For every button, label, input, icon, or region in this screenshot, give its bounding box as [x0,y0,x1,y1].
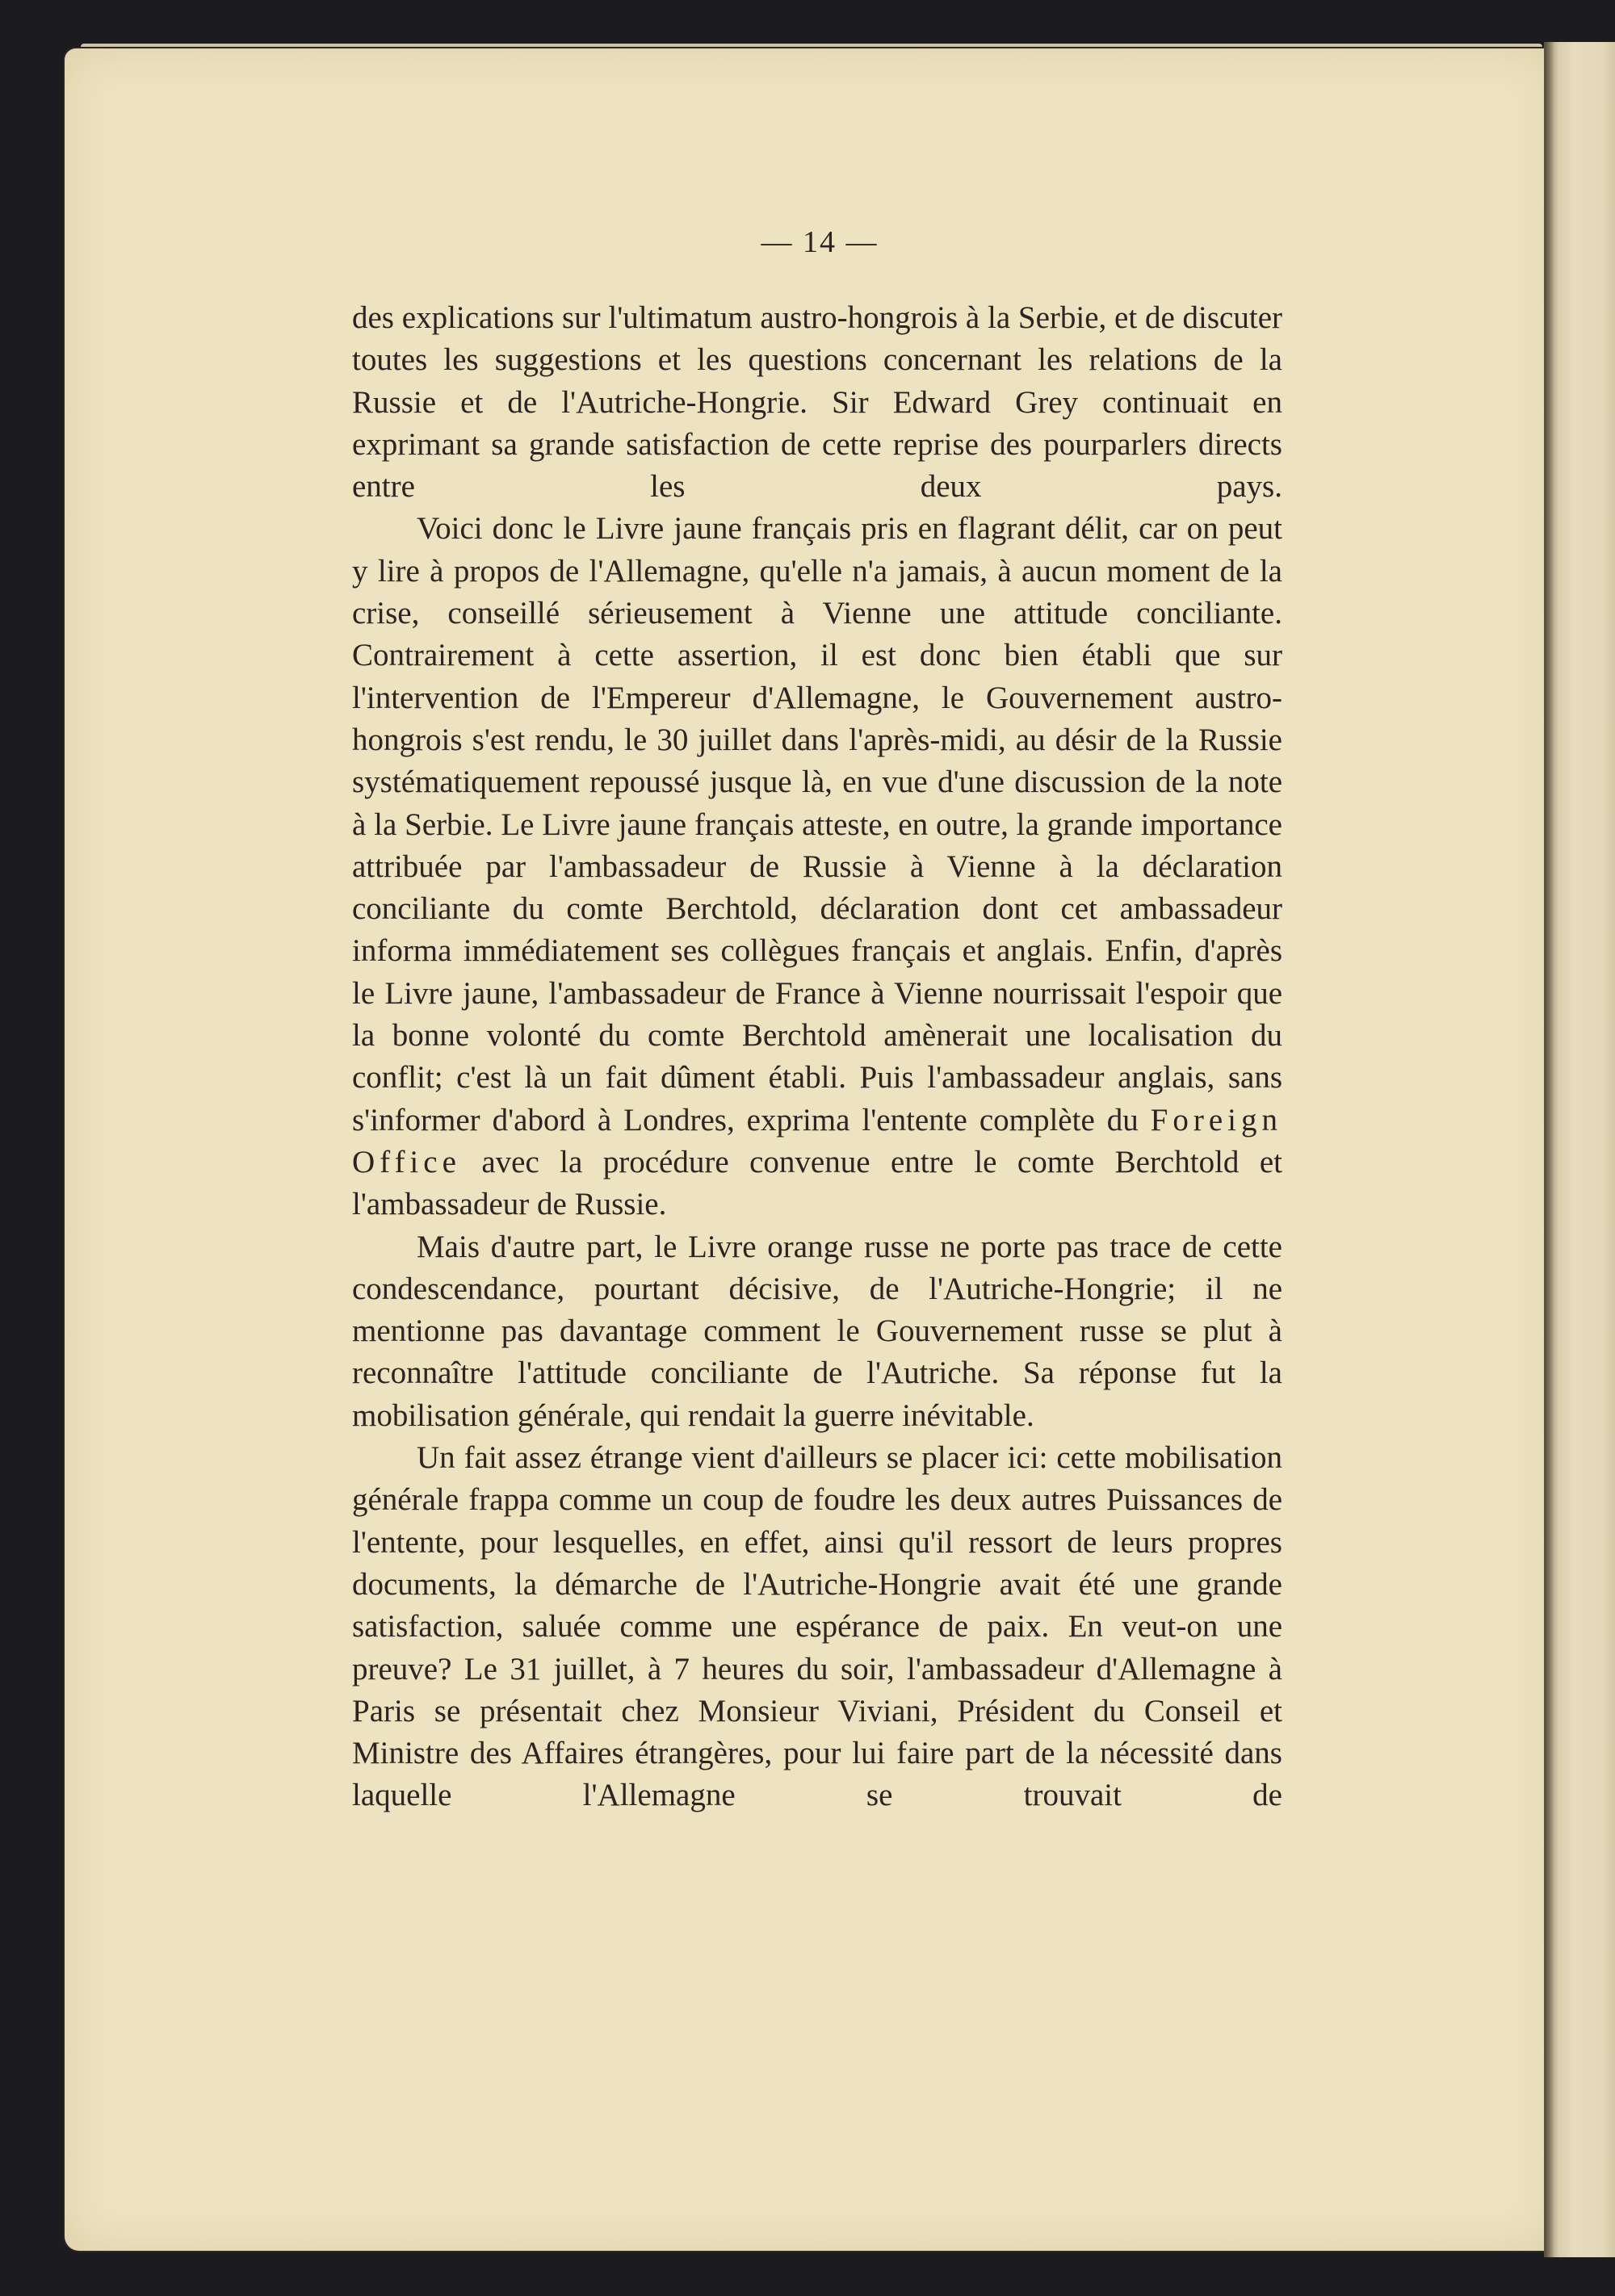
paragraph-2-spaced-term: Foreign Office [352,1102,1282,1179]
paragraph-1: des explications sur l'ultimatum austro-hongrois à la Serbie, et de discuter toutes les suggestions et les questions concernant les relations de la Russie et de l'Autriche-Hongrie. Sir Edward Grey continuait en exprimant sa grande satisfaction de cette reprise des pourparlers directs entre les deux pays. [352,300,1282,505]
page-number: — 14 — [761,225,879,259]
paragraph-3: Mais d'autre part, le Livre orange russe ne porte pas trace de cette condescendance, pourtant décisive, de l'Autriche-Hongrie; il ne mentionne pas davantage comment le Gouvernement russe se plut à reconnaître l'attitude conciliante de l'Autriche. Sa réponse fut la mobilisation générale, qui rendait la guerre inévitable. [352,1229,1282,1433]
paragraph-2-text-before: Voici donc le Livre jaune français pris en flagrant délit, car on peut y lire à propos de l'Allemagne, qu'elle n'a jamais, à aucun moment de la crise, conseillé sérieusement à Vienne une attitude conciliante. Contrairement à cette assertion, il est donc bien établi que sur l'intervention de l'Empereur d'Allemagne, le Gouvernement austro-hongrois s'est rendu, le 30 juillet dans l'après-midi, au désir de la Russie systématiquement repoussé jusque là, en vue d'une discussion de la note à la Serbie. Le Livre jaune français atteste, en outre, la grande importance attribuée par l'ambassadeur de Russie à Vienne à la déclaration conciliante du comte Berchtold, déclaration dont cet ambassadeur informa immédiatement ses collègues français et anglais. Enfin, d'après le Livre jaune, l'ambassadeur de France à Vienne nourrissait l'espoir que la bonne volonté du comte Berchtold amènerait une localisation du conflit; c'est là un fait dûment établi. Puis l'ambassadeur anglais, sans s'informer d'abord à Londres, exprima l'entente complète du [352,511,1282,1138]
paragraph-4: Un fait assez étrange vient d'ailleurs se placer ici: cette mobilisation générale frappa comme un coup de foudre les deux autres Puissances de l'entente, pour lesquelles, en effet, ainsi qu'il ressort de leurs propres documents, la démarche de l'Autriche-Hongrie avait été une grande satisfaction, saluée comme une espérance de paix. En veut-on une preuve? Le 31 juillet, à 7 heures du soir, l'ambassadeur d'Allemagne à Paris se présentait chez Monsieur Viviani, Président du Conseil et Ministre des Affaires étrangères, pour lui faire part de la nécessité dans laquelle l'Allemagne se trouvait de [352,1440,1282,1813]
binding-shadow [1546,42,1554,2257]
paragraph-2 [352,508,1282,1226]
next-page-edge [1544,42,1615,2257]
body-text [352,297,1282,1817]
paragraph-2-text-after: avec la procédure convenue entre le comte Berchtold et l'ambassadeur de Russie. [352,1144,1282,1222]
